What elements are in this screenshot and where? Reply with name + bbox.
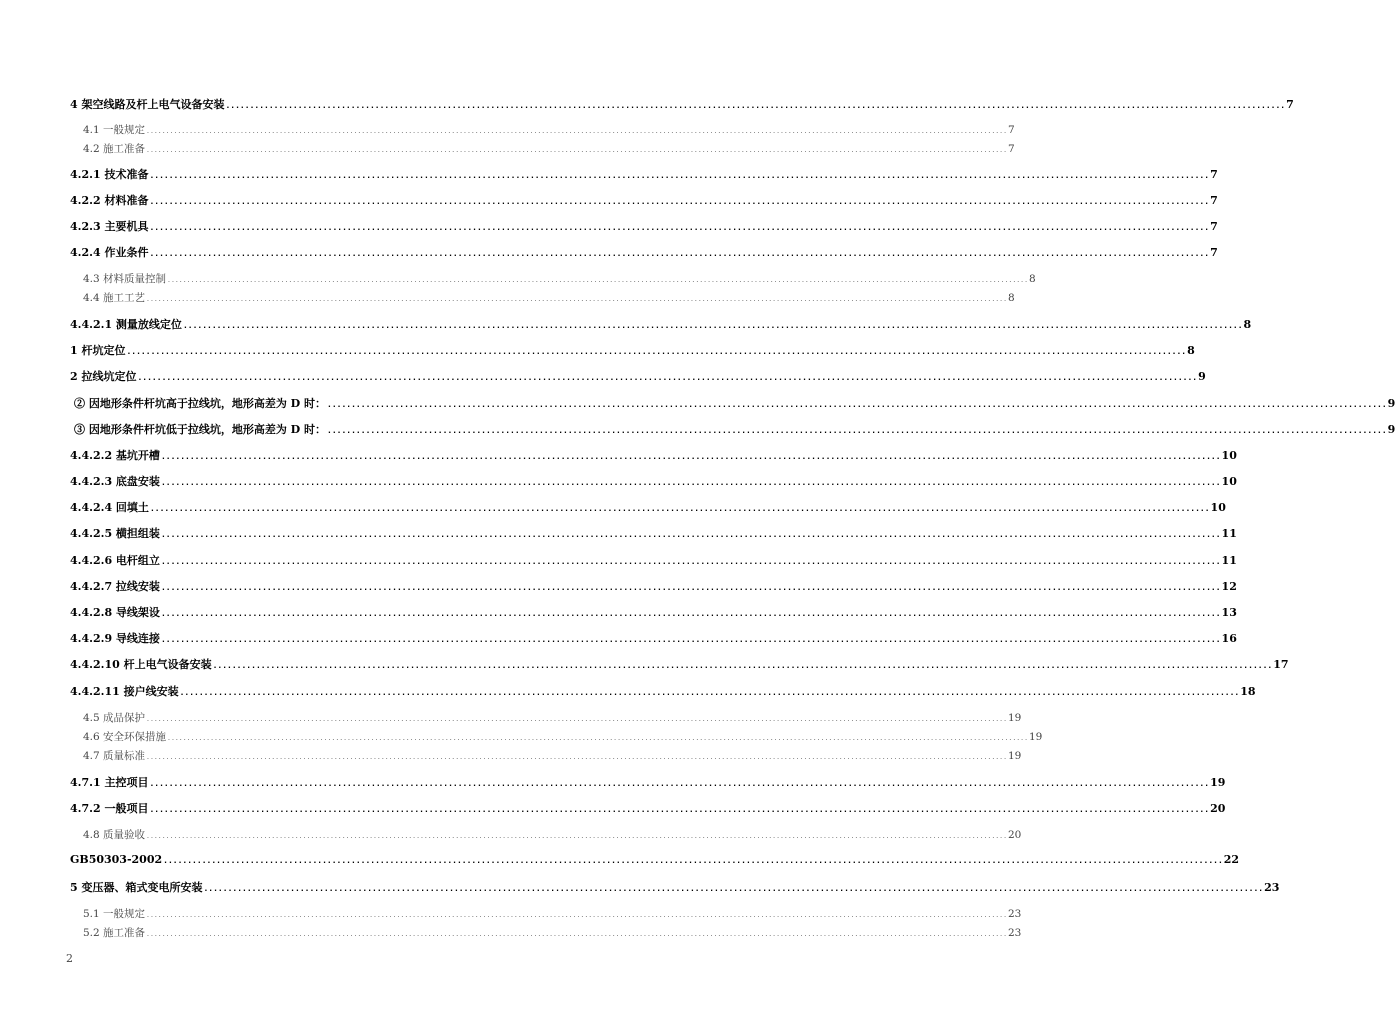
toc-entry-title: 4.4.2.2 基坑开槽 xyxy=(70,449,160,462)
toc-entry-page: 22 xyxy=(1223,853,1240,866)
toc-leader-dots: ............................................................................................................................................................................................................................ xyxy=(160,530,1221,539)
toc-leader-dots: ............................................................................................................................................................................................................................ xyxy=(163,856,1223,865)
toc-entry[interactable] xyxy=(70,499,1226,515)
toc-entry-page: 23 xyxy=(1264,881,1280,894)
toc-entry-title: 4.4.2.10 杆上电气设备安装 xyxy=(70,658,212,671)
toc-entry[interactable] xyxy=(70,630,1237,646)
toc-entry-title: 4.4.2.8 导线架设 xyxy=(70,606,160,619)
toc-entry-title: 4.4.2.6 电杆组立 xyxy=(70,554,160,567)
toc-leader-dots: ............................................................................................................................................................................................................................ xyxy=(149,197,1210,206)
toc-entry-title: 4.3 材料质量控制 xyxy=(83,273,167,285)
toc-leader-dots: ............................................................................................................................................................................................................................ xyxy=(149,223,1210,232)
toc-entry-title: 5 变压器、箱式变电所安装 xyxy=(70,881,203,894)
toc-entry[interactable] xyxy=(70,604,1237,620)
toc-entry[interactable] xyxy=(70,316,1252,332)
toc-entry-title: ② 因地形条件杆坑高于拉线坑，地形高差为 D 时： xyxy=(74,397,327,410)
toc-entry-page: 7 xyxy=(1007,124,1015,136)
toc-entry-page: 23 xyxy=(1007,927,1022,939)
toc-entry-title: 4.5 成品保护 xyxy=(83,712,146,724)
toc-entry-title: 4.2.2 材料准备 xyxy=(70,194,149,207)
toc-leader-dots: ............................................................................................................................................................................................................................ xyxy=(137,373,1198,382)
toc-leader-dots: ............................................................................................................................................................................................................................ xyxy=(225,101,1286,110)
toc-entry[interactable] xyxy=(70,656,1289,672)
toc-entry[interactable] xyxy=(83,141,1015,156)
toc-entry-title: 4.2 施工准备 xyxy=(83,143,146,155)
toc-entry-title: 4.7.1 主控项目 xyxy=(70,776,149,789)
toc-leader-dots: ............................................................................................................................................................................................................................ xyxy=(160,583,1221,592)
toc-entry[interactable] xyxy=(83,122,1015,137)
toc-entry-title: 4.4.2.3 底盘安装 xyxy=(70,475,160,488)
toc-entry-page: 13 xyxy=(1221,606,1237,619)
toc-entry-page: 19 xyxy=(1210,776,1226,789)
toc-leader-dots: ............................................................................................................................................................................................................................ xyxy=(149,171,1210,180)
toc-entry-page: 17 xyxy=(1273,658,1289,671)
toc-leader-dots: ............................................................................................................................................................................................................................ xyxy=(146,715,1007,723)
toc-entry[interactable] xyxy=(83,710,1022,725)
toc-entry[interactable] xyxy=(70,879,1280,895)
toc-entry[interactable] xyxy=(70,525,1237,541)
toc-leader-dots: ............................................................................................................................................................................................................................ xyxy=(146,930,1007,938)
toc-entry-page: 19 xyxy=(1028,731,1043,743)
toc-entry-page: 19 xyxy=(1007,750,1022,762)
toc-entry[interactable] xyxy=(70,166,1218,182)
toc-leader-dots: ............................................................................................................................................................................................................................ xyxy=(179,688,1240,697)
toc-leader-dots: ............................................................................................................................................................................................................................ xyxy=(146,753,1007,761)
toc-leader-dots: ............................................................................................................................................................................................................................ xyxy=(203,884,1264,893)
toc-entry[interactable] xyxy=(83,906,1022,921)
toc-entry[interactable] xyxy=(74,395,1395,411)
toc-entry-page: 7 xyxy=(1007,143,1015,155)
toc-entry-page: 10 xyxy=(1210,501,1226,514)
toc-entry[interactable] xyxy=(70,853,1240,866)
toc-entry-page: 19 xyxy=(1007,712,1022,724)
toc-leader-dots: ............................................................................................................................................................................................................................ xyxy=(146,127,1007,135)
toc-leader-dots: ............................................................................................................................................................................................................................ xyxy=(126,347,1187,356)
toc-entry[interactable] xyxy=(70,578,1237,594)
toc-leader-dots: ............................................................................................................................................................................................................................ xyxy=(327,400,1387,409)
toc-entry-page: 8 xyxy=(1243,318,1252,331)
toc-entry-title: 4.4.2.4 回填土 xyxy=(70,501,149,514)
toc-entry-page: 7 xyxy=(1210,194,1218,207)
toc-entry-title: 5.1 一般规定 xyxy=(83,908,146,920)
toc-entry-title: 2 拉线坑定位 xyxy=(70,370,137,383)
toc-entry-page: 12 xyxy=(1221,580,1237,593)
toc-entry[interactable] xyxy=(83,748,1022,763)
page-number: 2 xyxy=(66,952,73,965)
toc-leader-dots: ............................................................................................................................................................................................................................ xyxy=(149,779,1210,788)
toc-entry-page: 8 xyxy=(1187,344,1195,357)
toc-entry[interactable] xyxy=(70,218,1218,234)
toc-entry-page: 8 xyxy=(1028,273,1036,285)
toc-entry-title: 4.2.4 作业条件 xyxy=(70,246,149,259)
toc-leader-dots: ............................................................................................................................................................................................................................ xyxy=(160,557,1221,566)
toc-entry-title: 4.4.2.9 导线连接 xyxy=(70,632,160,645)
toc-entry-title: 4.4 施工工艺 xyxy=(83,292,146,304)
toc-leader-dots: ............................................................................................................................................................................................................................ xyxy=(146,295,1007,303)
toc-entry-title: 4.7.2 一般项目 xyxy=(70,802,149,815)
toc-leader-dots: ............................................................................................................................................................................................................................ xyxy=(160,609,1221,618)
toc-entry-page: 20 xyxy=(1210,802,1226,815)
toc-entry-page: 11 xyxy=(1221,527,1237,540)
toc-entry-page: 10 xyxy=(1221,475,1237,488)
toc-entry[interactable] xyxy=(70,96,1294,112)
toc-entry-title: 5.2 施工准备 xyxy=(83,927,146,939)
toc-entry[interactable] xyxy=(83,729,1043,744)
toc-entry[interactable] xyxy=(70,342,1195,358)
toc-entry-page: 7 xyxy=(1210,246,1218,259)
toc-entry-page: 10 xyxy=(1221,449,1237,462)
toc-entry-page: 20 xyxy=(1007,829,1022,841)
toc-entry[interactable] xyxy=(70,683,1256,699)
toc-entry[interactable] xyxy=(70,368,1206,384)
toc-entry[interactable] xyxy=(74,421,1395,437)
toc-entry[interactable] xyxy=(70,800,1226,816)
toc-entry[interactable] xyxy=(70,552,1237,568)
toc-leader-dots: ............................................................................................................................................................................................................................ xyxy=(167,276,1028,284)
toc-leader-dots: ............................................................................................................................................................................................................................ xyxy=(182,321,1243,330)
toc-entry-page: 9 xyxy=(1387,423,1395,436)
toc-entry-page: 11 xyxy=(1221,554,1237,567)
toc-leader-dots: ............................................................................................................................................................................................................................ xyxy=(160,452,1221,461)
toc-entry-page: 9 xyxy=(1198,370,1206,383)
toc-entry-title: 4.4.2.11 接户线安装 xyxy=(70,685,179,698)
toc-entry[interactable] xyxy=(70,447,1237,463)
toc-entry-title: 4.4.2.1 测量放线定位 xyxy=(70,318,182,331)
toc-leader-dots: ............................................................................................................................................................................................................................ xyxy=(149,805,1210,814)
toc-leader-dots: ............................................................................................................................................................................................................................ xyxy=(160,478,1221,487)
toc-entry-title: 4 架空线路及杆上电气设备安装 xyxy=(70,98,225,111)
toc-entry-title: 4.1 一般规定 xyxy=(83,124,146,136)
toc-entry-page: 8 xyxy=(1007,292,1015,304)
toc-entry[interactable] xyxy=(83,290,1015,305)
toc-entry[interactable] xyxy=(83,827,1022,842)
toc-entry-title: 1 杆坑定位 xyxy=(70,344,126,357)
toc-entry-page: 7 xyxy=(1210,168,1218,181)
toc-entry-title: 4.8 质量验收 xyxy=(83,829,146,841)
toc-leader-dots: ............................................................................................................................................................................................................................ xyxy=(146,146,1007,154)
toc-entry-title: 4.4.2.7 拉线安装 xyxy=(70,580,160,593)
toc-entry-title: 4.6 安全环保措施 xyxy=(83,731,167,743)
toc-entry[interactable] xyxy=(70,192,1218,208)
toc-entry-page: 7 xyxy=(1286,98,1294,111)
toc-entry-page: 9 xyxy=(1387,397,1395,410)
toc-leader-dots: ............................................................................................................................................................................................................................ xyxy=(149,504,1210,513)
toc-entry-title: 4.2.1 技术准备 xyxy=(70,168,149,181)
toc-entry-title: ③ 因地形条件杆坑低于拉线坑，地形高差为 D 时： xyxy=(74,423,327,436)
toc-entry-page: 23 xyxy=(1007,908,1022,920)
toc-entry[interactable] xyxy=(83,271,1036,286)
toc-leader-dots: ............................................................................................................................................................................................................................ xyxy=(160,635,1221,644)
toc-leader-dots: ............................................................................................................................................................................................................................ xyxy=(146,832,1007,840)
toc-entry[interactable] xyxy=(70,774,1226,790)
toc-entry-page: 18 xyxy=(1240,685,1256,698)
toc-leader-dots: ............................................................................................................................................................................................................................ xyxy=(212,661,1273,670)
toc-leader-dots: ............................................................................................................................................................................................................................ xyxy=(146,911,1007,919)
toc-entry-title: 4.4.2.5 横担组装 xyxy=(70,527,160,540)
toc-entry-page: 16 xyxy=(1221,632,1237,645)
toc-entry[interactable] xyxy=(70,473,1237,489)
toc-leader-dots: ............................................................................................................................................................................................................................ xyxy=(327,426,1387,435)
toc-entry[interactable] xyxy=(70,244,1218,260)
toc-entry-title: GB50303-2002 xyxy=(70,853,163,866)
toc-leader-dots: ............................................................................................................................................................................................................................ xyxy=(167,734,1028,742)
toc-entry[interactable] xyxy=(83,925,1022,940)
toc-entry-page: 7 xyxy=(1210,220,1218,233)
toc-leader-dots: ............................................................................................................................................................................................................................ xyxy=(149,249,1210,258)
toc-entry-title: 4.2.3 主要机具 xyxy=(70,220,149,233)
toc-entry-title: 4.7 质量标准 xyxy=(83,750,146,762)
